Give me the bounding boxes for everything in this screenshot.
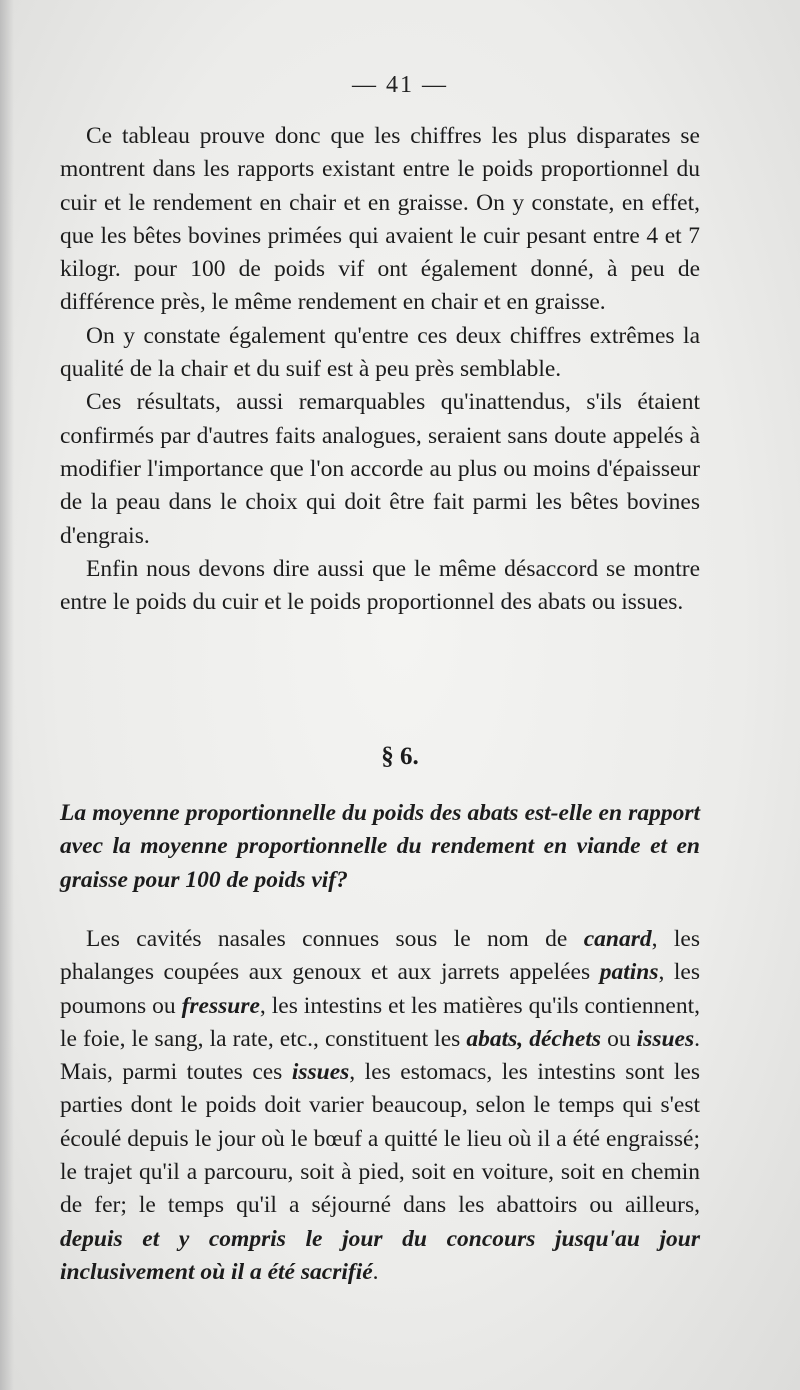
page-shadow-edge — [0, 0, 14, 1390]
italic-term-canard: canard — [583, 926, 652, 952]
paragraph-2: On y constate également qu'entre ces deux chiffres extrêmes la qualité de la chair et du suif est à peu près semblable. — [60, 322, 700, 383]
text-run: . — [372, 1258, 379, 1285]
page-number: — 41 — — [352, 72, 448, 98]
text-run: , les poumons ou — [60, 959, 701, 1019]
text-run: , les estomacs, les intestins sont les parties dont le poids doit varier beaucoup, selon le temps qui s'est écoulé depuis le jour où le bœuf a quitté le lieu où il a été engraissé; le trajet qu'il a parcouru, soit à pied, soit en voiture, soit en chemin de fer; le temps qu'il a séjourné dans les abattoirs ou ailleurs, — [60, 1059, 700, 1219]
text-run: , les phalanges coupées aux genoux et aux jarrets appelées — [60, 926, 700, 986]
paragraph-4: Enfin nous devons dire aussi que le même désaccord se montre entre le poids du cuir et le poids proportionnel des abats ou issues. — [60, 555, 700, 616]
section-heading: La moyenne proportionnelle du poids des abats est-elle en rapport avec la moyenne proportionnelle du rendement en viande et en graisse pour 100 de poids vif? — [60, 800, 700, 893]
body-text-bottom — [60, 923, 700, 1289]
text-run: . Mais, parmi toutes ces — [60, 1025, 700, 1086]
text-run: ou — [601, 1025, 637, 1052]
paragraph-1: Ce tableau prouve donc que les chiffres les plus disparates se montrent dans les rapports existant entre le poids proportionnel du cuir et le rendement en chair et en graisse. On y constate, en effet, que les bêtes bovines primées qui avaient le cuir pesant entre 4 et 7 kilogr. pour 100 de poids vif ont également donné, à peu de différence près, le même rendement en chair et en graisse. — [60, 123, 700, 316]
italic-term-issues: issues — [636, 1025, 695, 1052]
italic-phrase-concours: depuis et y compris le jour du concours jusqu'au jour inclusivement où il a été sacrifié — [60, 1225, 700, 1285]
text-run: , les intestins et les matières qu'ils contiennent, le foie, le sang, la rate, etc., constituent les — [60, 992, 700, 1052]
italic-term-issues-2: issues — [291, 1059, 350, 1086]
paragraph-3: Ces résultats, aussi remarquables qu'inattendus, s'ils étaient confirmés par d'autres faits analogues, seraient sans doute appelés à modifier l'importance que l'on accorde au plus ou moins d'épaisseur de la peau dans le choix qui doit être fait parmi les bêtes bovines d'engrais. — [60, 389, 700, 549]
italic-term-abats-dechets: abats, déchets — [466, 1025, 601, 1052]
italic-term-patins: patins — [599, 959, 659, 986]
body-text-top — [60, 120, 700, 619]
section-number: § 6. — [381, 743, 419, 770]
text-run: Les cavités nasales connues sous le nom de — [86, 926, 584, 952]
paragraph-5 — [60, 923, 700, 1289]
italic-term-fressure: fressure — [181, 992, 260, 1019]
